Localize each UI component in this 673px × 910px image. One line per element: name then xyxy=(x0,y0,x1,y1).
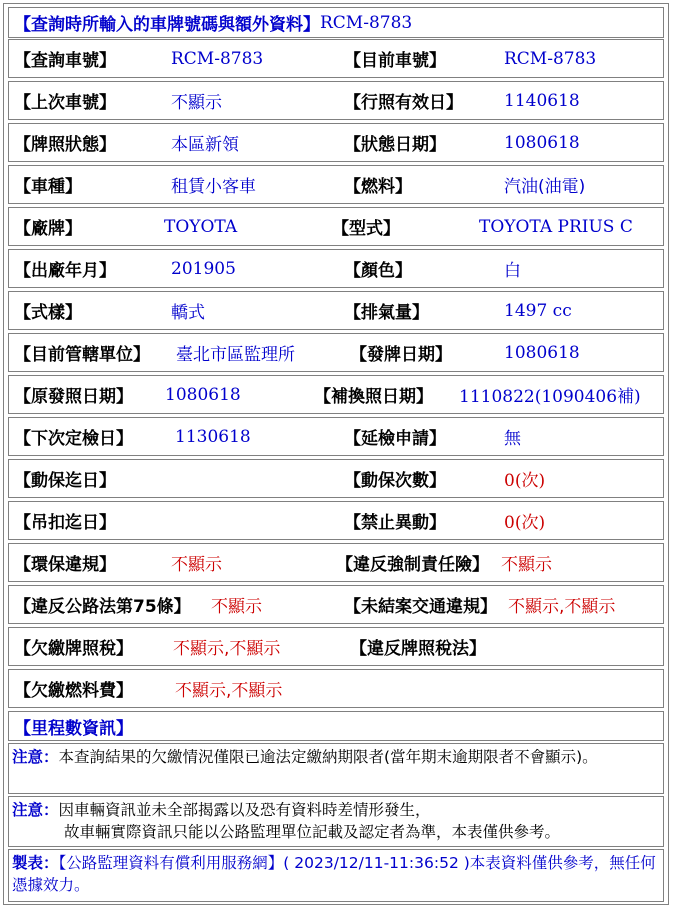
field-label: 【未結案交通違規】 xyxy=(344,597,497,617)
table-row xyxy=(8,627,664,666)
field-label: 【違反牌照稅法】 xyxy=(350,639,486,659)
note2-prefix: 注意： xyxy=(12,801,59,819)
header-title: 【查詢時所輸入的車牌號碼與額外資料】 xyxy=(14,15,320,35)
footer-note xyxy=(8,849,664,902)
note1-prefix: 注意： xyxy=(12,748,59,766)
note1-text: 本查詢結果的欠繳情況僅限已逾法定繳納期限者(當年期末逾期限者不會顯示)。 xyxy=(58,748,598,766)
field-value: 1110822(1090406補) xyxy=(459,387,641,407)
table-row xyxy=(8,543,664,582)
field-value: 201905 xyxy=(171,258,236,279)
field-label: 【燃料】 xyxy=(344,177,412,197)
field-label: 【動保迄日】 xyxy=(14,471,116,491)
table-row xyxy=(8,375,664,414)
mileage-row xyxy=(8,711,664,741)
field-label: 【吊扣迄日】 xyxy=(14,513,116,533)
note2-line2: 故車輛實際資訊只能以公路監理單位記載及認定者為準，本表僅供參考。 xyxy=(64,823,561,841)
field-value: 0(次) xyxy=(504,513,546,533)
field-label: 【動保次數】 xyxy=(344,471,446,491)
field-value: 租賃小客車 xyxy=(171,177,256,197)
field-label: 【目前管轄單位】 xyxy=(14,345,150,365)
field-label: 【型式】 xyxy=(332,219,400,239)
table-row xyxy=(8,669,664,708)
field-value: TOYOTA xyxy=(164,216,238,237)
field-value: 1080618 xyxy=(165,384,241,405)
table-row xyxy=(8,207,664,246)
field-value: 不顯示,不顯示 xyxy=(175,681,283,701)
table-row xyxy=(8,291,664,330)
field-label: 【目前車號】 xyxy=(344,51,446,71)
field-value: 臺北市區監理所 xyxy=(176,345,295,365)
field-value: 1497 cc xyxy=(504,300,572,321)
table-row xyxy=(8,81,664,120)
field-value: 白 xyxy=(504,261,521,281)
field-label: 【原發照日期】 xyxy=(14,387,133,407)
field-value: 汽油(油電) xyxy=(504,177,586,197)
table-row xyxy=(8,585,664,624)
note2-line1: 因車輛資訊並未全部揭露以及恐有資料時差情形發生， xyxy=(58,801,431,819)
field-label: 【欠繳燃料費】 xyxy=(14,681,133,701)
field-label: 【上次車號】 xyxy=(14,93,116,113)
field-label: 【式樣】 xyxy=(14,303,82,323)
field-label: 【環保違規】 xyxy=(14,555,116,575)
field-value: 1080618 xyxy=(504,342,580,363)
field-label: 【發牌日期】 xyxy=(350,345,452,365)
field-value: 不顯示 xyxy=(171,555,222,575)
field-label: 【牌照狀態】 xyxy=(14,135,116,155)
field-value: 1080618 xyxy=(504,132,580,153)
note-overdue xyxy=(8,743,664,794)
table-row xyxy=(8,165,664,204)
footer-prefix: 製表： xyxy=(12,854,59,872)
field-label: 【行照有效日】 xyxy=(344,93,463,113)
field-label: 【排氣量】 xyxy=(344,303,429,323)
field-label: 【補換照日期】 xyxy=(314,387,433,407)
footer-text: 本表資料僅供參考，無任何憑據效力。 xyxy=(12,854,656,894)
field-value: 無 xyxy=(504,429,521,449)
field-value: 0(次) xyxy=(504,471,546,491)
field-value: TOYOTA PRIUS C xyxy=(479,216,633,237)
mileage-label: 【里程數資訊】 xyxy=(14,718,133,739)
table-row xyxy=(8,249,664,288)
field-label: 【違反強制責任險】 xyxy=(336,555,489,575)
field-label: 【出廠年月】 xyxy=(14,261,116,281)
field-label: 【違反公路法第75條】 xyxy=(14,597,191,617)
table-row xyxy=(8,501,664,540)
table-row xyxy=(8,417,664,456)
field-value: 不顯示 xyxy=(501,555,552,575)
footer-source: 【公路監理資料有償利用服務網】 xyxy=(58,854,284,872)
field-label: 【延檢申請】 xyxy=(344,429,446,449)
field-label: 【欠繳牌照稅】 xyxy=(14,639,133,659)
table-row xyxy=(8,459,664,498)
header-plate: RCM-8783 xyxy=(320,12,413,33)
field-label: 【車種】 xyxy=(14,177,82,197)
field-label: 【狀態日期】 xyxy=(344,135,446,155)
field-value: 不顯示 xyxy=(211,597,262,617)
table-row xyxy=(8,39,664,78)
note-disclaimer xyxy=(8,796,664,847)
field-value: 不顯示 xyxy=(171,93,222,113)
field-value: RCM-8783 xyxy=(171,48,264,69)
field-label: 【顏色】 xyxy=(344,261,412,281)
field-label: 【禁止異動】 xyxy=(344,513,446,533)
field-value: 1130618 xyxy=(175,426,251,447)
field-label: 【廠牌】 xyxy=(14,219,82,239)
field-value: 本區新領 xyxy=(171,135,239,155)
field-value: 轎式 xyxy=(171,303,205,323)
table-row xyxy=(8,123,664,162)
field-value: 1140618 xyxy=(504,90,580,111)
field-value: 不顯示,不顯示 xyxy=(173,639,281,659)
field-label: 【下次定檢日】 xyxy=(14,429,133,449)
field-label: 【查詢車號】 xyxy=(14,51,116,71)
field-value: RCM-8783 xyxy=(504,48,597,69)
field-value: 不顯示,不顯示 xyxy=(508,597,616,617)
table-row xyxy=(8,333,664,372)
footer-timestamp: ( 2023/12/11-11:36:52 ) xyxy=(283,854,470,872)
header-row xyxy=(8,7,664,38)
